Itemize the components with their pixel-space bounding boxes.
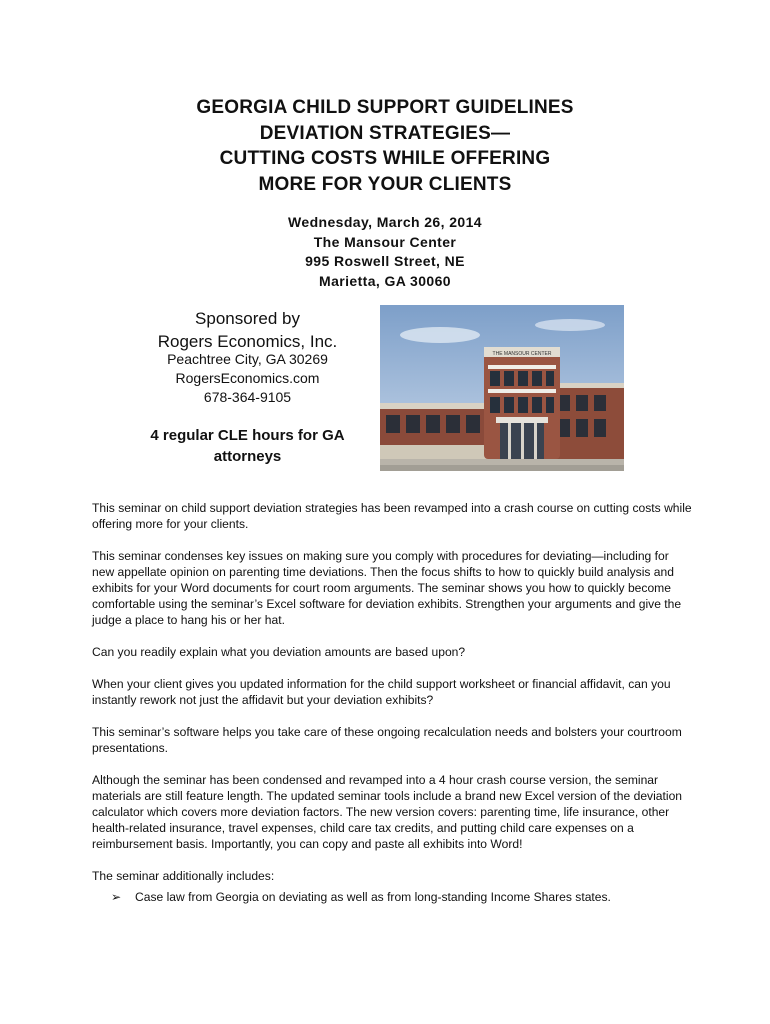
description xyxy=(92,500,692,900)
event-city: Marietta, GA 30060 xyxy=(319,272,451,289)
paragraph: This seminar on child support deviation strategies has been revamped into a crash course on cutting costs while offering more for your clients. xyxy=(92,501,692,531)
event-venue: The Mansour Center xyxy=(313,233,457,250)
title-line: DEVIATION STRATEGIES— xyxy=(259,122,511,144)
title-line: MORE FOR YOUR CLIENTS xyxy=(258,173,512,195)
building-sign: THE MANSOUR CENTER xyxy=(492,351,552,357)
cle-line: attorneys xyxy=(213,448,282,465)
sponsor-name: Rogers Economics, Inc. xyxy=(157,332,338,351)
sponsor-label: Sponsored by xyxy=(195,309,300,328)
cle-credit xyxy=(120,425,375,467)
paragraph: This seminar condenses key issues on making sure you comply with procedures for deviating—including for new appellate opinion on parenting time deviations. Then the focus shifts to how to quickly build analysis and exhibits for your Word documents for court room arguments. The seminar shows you how to quickly become comfortable using the seminar’s Excel software for deviation exhibits. Strengthen your arguments and give the judge a place to hang his or her hat. xyxy=(92,549,682,627)
sponsor-city: Peachtree City, GA 30269 xyxy=(167,351,328,367)
bullet-text: Case law from Georgia on deviating as well as from long-standing Income Shares states. xyxy=(135,890,611,904)
sponsor-phone: 678-364-9105 xyxy=(203,389,292,405)
paragraph: Can you readily explain what you deviation amounts are based upon? xyxy=(92,645,466,659)
title-line: CUTTING COSTS WHILE OFFERING xyxy=(219,148,551,169)
paragraph: This seminar’s software helps you take care of these ongoing recalculation needs and bolsters your courtroom presentations. xyxy=(92,725,682,755)
event-details xyxy=(0,213,770,291)
sponsor-website: RogersEconomics.com xyxy=(175,370,320,386)
paragraph: Although the seminar has been condensed and revamped into a 4 hour crash course version, the seminar materials are still feature length. The updated seminar tools include a brand new Excel version of the deviation calculator which covers more deviation factors. The new version covers: parenting time, life insurance, other health-related insurance, travel expenses, child care tax credits, and putting child care expenses on a reimbursement basis. Importantly, you can copy and paste all exhibits into Word! xyxy=(92,773,683,851)
event-date: Wednesday, March 26, 2014 xyxy=(288,214,482,230)
event-street: 995 Roswell Street, NE xyxy=(305,253,465,269)
sponsor-heading xyxy=(120,307,375,353)
venue-photo xyxy=(380,305,624,471)
title-line: GEORGIA CHILD SUPPORT GUIDELINES xyxy=(196,97,574,118)
cle-line: 4 regular CLE hours for GA xyxy=(150,427,345,444)
sponsor-contact xyxy=(120,350,375,407)
paragraph: The seminar additionally includes: xyxy=(92,869,275,883)
arrow-bullet-icon: ➢ xyxy=(111,890,122,904)
building-illustration xyxy=(380,305,624,471)
paragraph: When your client gives you updated information for the child support worksheet or financial affidavit, can you instantly rework not just the affidavit but your deviation exhibits? xyxy=(92,677,671,707)
document-title xyxy=(0,95,770,197)
bullet-item xyxy=(111,889,611,905)
